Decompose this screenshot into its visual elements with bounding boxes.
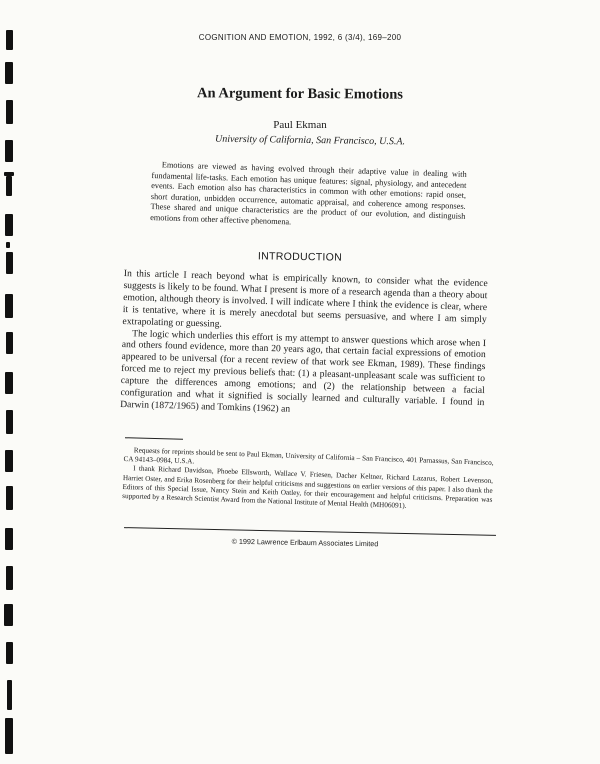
binding-mark bbox=[6, 332, 13, 354]
binding-mark bbox=[5, 214, 13, 236]
binding-mark bbox=[6, 642, 13, 664]
binding-mark bbox=[5, 140, 13, 162]
copyright-rule bbox=[124, 527, 496, 536]
article-title: An Argument for Basic Emotions bbox=[196, 85, 404, 103]
binding-mark bbox=[6, 176, 12, 196]
binding-mark bbox=[7, 680, 12, 710]
scan-binding-marks bbox=[0, 0, 20, 764]
copyright-notice: © 1992 Lawrence Erlbaum Associates Limited bbox=[231, 536, 379, 549]
binding-mark bbox=[5, 450, 13, 472]
body-paragraph: The logic which underlies this effort is my attempt to answer questions which arose when I and others found evidence, more than 20 years ago, that certain facial expressions of emotion appeared to be universal (for a recent review of that work see Ekman, 1989). These findings forced me to reject my previous beliefs that: (1) a pleasant-unpleasant scale was sufficient to capture the differences among emotions; and (2) the relationship between a facial configuration and what it signified is socially learned and culturally variable. I found in Darwin (1872/1965) and Tomkins (1962) an bbox=[120, 327, 487, 415]
binding-mark bbox=[5, 528, 13, 550]
abstract: Emotions are viewed as having evolved through their adaptive value in dealing with fundamental life-tasks. Each emotion has unique features: signal, physiology, and antecedent events. Each emotion also has characteristics in common with other emotions: rapid onset, short duration, unbidden occurrence, automatic appraisal, and coherence among responses. These shared and unique characteristics are the product of our evolution, and distinguish emotions from other affective phenomena. bbox=[150, 160, 467, 227]
binding-mark bbox=[5, 718, 13, 754]
section-heading-introduction: INTRODUCTION bbox=[257, 250, 343, 264]
body-paragraph: In this article I reach beyond what is empirically known, to consider what the evidence suggests is likely to be found. What I present is more of a research agenda than a theory about emotion, although theory is involved. I will indicate where I think the evidence is clear, where it is tentative, where it is merely anecdotal but seems persuasive, and where I am simply extrapolating or guessing. bbox=[122, 268, 488, 330]
author-name: Paul Ekman bbox=[273, 119, 327, 131]
body-text bbox=[120, 268, 488, 421]
footnotes bbox=[122, 446, 494, 514]
binding-mark bbox=[5, 62, 13, 84]
binding-mark bbox=[6, 566, 13, 590]
binding-mark bbox=[6, 410, 13, 434]
binding-mark bbox=[6, 486, 13, 510]
footnote-acknowledgements: I thank Richard Davidson, Phoebe Ellsworth, Wallace V. Friesen, Dacher Keltner, Richard Lazarus, Robert Levenson, Harriet Oster, and Erika Rosenberg for their helpful criticisms and suggestions on earlier versions of this paper. I also thank the Editors of this Special Issue, Nancy Stein and Keith Oatley, for their encouragement and helpful criticisms. Preparation was supported by a Research Scientist Award from the National Institute of Mental Health (MH06091). bbox=[122, 464, 494, 510]
binding-mark bbox=[4, 604, 13, 626]
running-head: COGNITION AND EMOTION, 1992, 6 (3/4), 169–200 bbox=[198, 33, 402, 42]
binding-mark bbox=[5, 294, 13, 318]
footnote-reprints: Requests for reprints should be sent to Paul Ekman, University of California – San Francisco, 401 Parnassus, San Francisco, CA 94143–0984, U.S.A. bbox=[123, 446, 494, 467]
author-affiliation: University of California, San Francisco, U.S.A. bbox=[214, 133, 406, 148]
binding-mark bbox=[5, 372, 13, 394]
footnote-rule bbox=[125, 437, 183, 440]
